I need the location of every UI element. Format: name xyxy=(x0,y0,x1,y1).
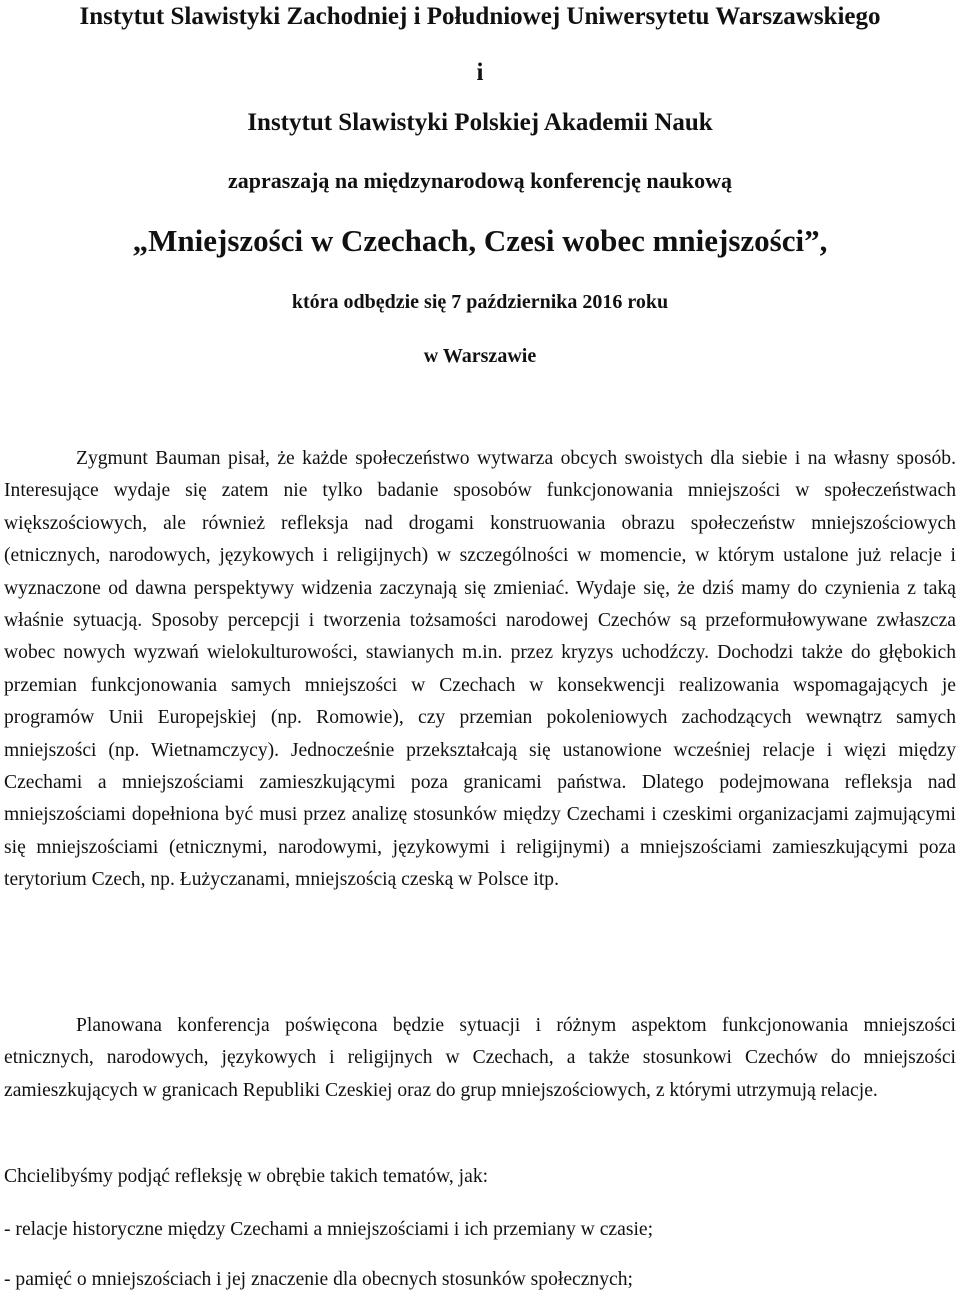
conjunction-line: i xyxy=(476,59,484,86)
place-line: w Warszawie xyxy=(423,345,537,367)
conference-paragraph: Planowana konferencja poświęcona będzie sytuacji i różnym aspektom funkcjonowania mniejszości etnicznych, narodowych, językowych i religijnych w Czechach, a także stosunkowi Czechów do mniejszości zamieszkujących w granicach Republiki Czeskiej oraz do grup mniejszościowych, z którymi utrzymują relacje. xyxy=(4,1015,956,1101)
topic-item: - pamięć o mniejszościach i jej znaczenie dla obecnych stosunków społecznych; xyxy=(4,1269,633,1290)
date-line: która odbędzie się 7 października 2016 roku xyxy=(291,291,669,313)
topics-intro: Chcielibyśmy podjąć refleksję w obrębie takich tematów, jak: xyxy=(4,1166,489,1187)
institute-1-heading: Instytut Slawistyki Zachodniej i Południowej Uniwersytetu Warszawskiego xyxy=(79,3,881,30)
conference-title: „Mniejszości w Czechach, Czesi wobec mniejszości”, xyxy=(132,223,828,258)
invitation-line: zapraszają na międzynarodową konferencję naukową xyxy=(228,168,732,193)
intro-paragraph: Zygmunt Bauman pisał, że każde społeczeństwo wytwarza obcych swoistych dla siebie i na własny sposób. Interesujące wydaje się zatem nie tylko badanie sposobów funkcjonowania mniejszości w społeczeństwach większościowych, ale również refleksja nad drogami konstruowania obrazu społeczeństw mniejszościowych (etnicznych, narodowych, językowych i religijnych) w szczególności w momencie, w którym ustalone już relacje i wyznaczone od dawna perspektywy widzenia zaczynają się zmieniać. Wydaje się, że dziś mamy do czynienia z taką właśnie sytuacją. Sposoby percepcji i tworzenia tożsamości narodowej Czechów są przeformułowywane zwłaszcza wobec nowych wyzwań wielokulturowości, stawianych m.in. przez kryzys uchodźczy. Dochodzi także do głębokich przemian funkcjonowania samych mniejszości w Czechach w konsekwencji realizowania wspomagających je programów Unii Europejskiej (np. Romowie), czy przemian pokoleniowych zachodzących wewnątrz samych mniejszości (np. Wietnamczycy). Jednocześnie przekształcają się ustanowione wcześniej relacje i więzi między Czechami a mniejszościami zamieszkującymi poza granicami państwa. Dlatego podejmowana refleksja nad mniejszościami dopełniona być musi przez analizę stosunków między Czechami i czeskimi organizacjami zajmującymi się mniejszościami (etnicznymi, narodowymi, językowymi i religijnymi) a mniejszościami zamieszkującymi poza terytorium Czech, np. Łużyczanami, mniejszością czeską w Polsce itp. xyxy=(4,448,956,891)
institute-2-heading: Instytut Slawistyki Polskiej Akademii Nauk xyxy=(247,109,713,136)
topic-item: - relacje historyczne między Czechami a mniejszościami i ich przemiany w czasie; xyxy=(4,1219,654,1240)
